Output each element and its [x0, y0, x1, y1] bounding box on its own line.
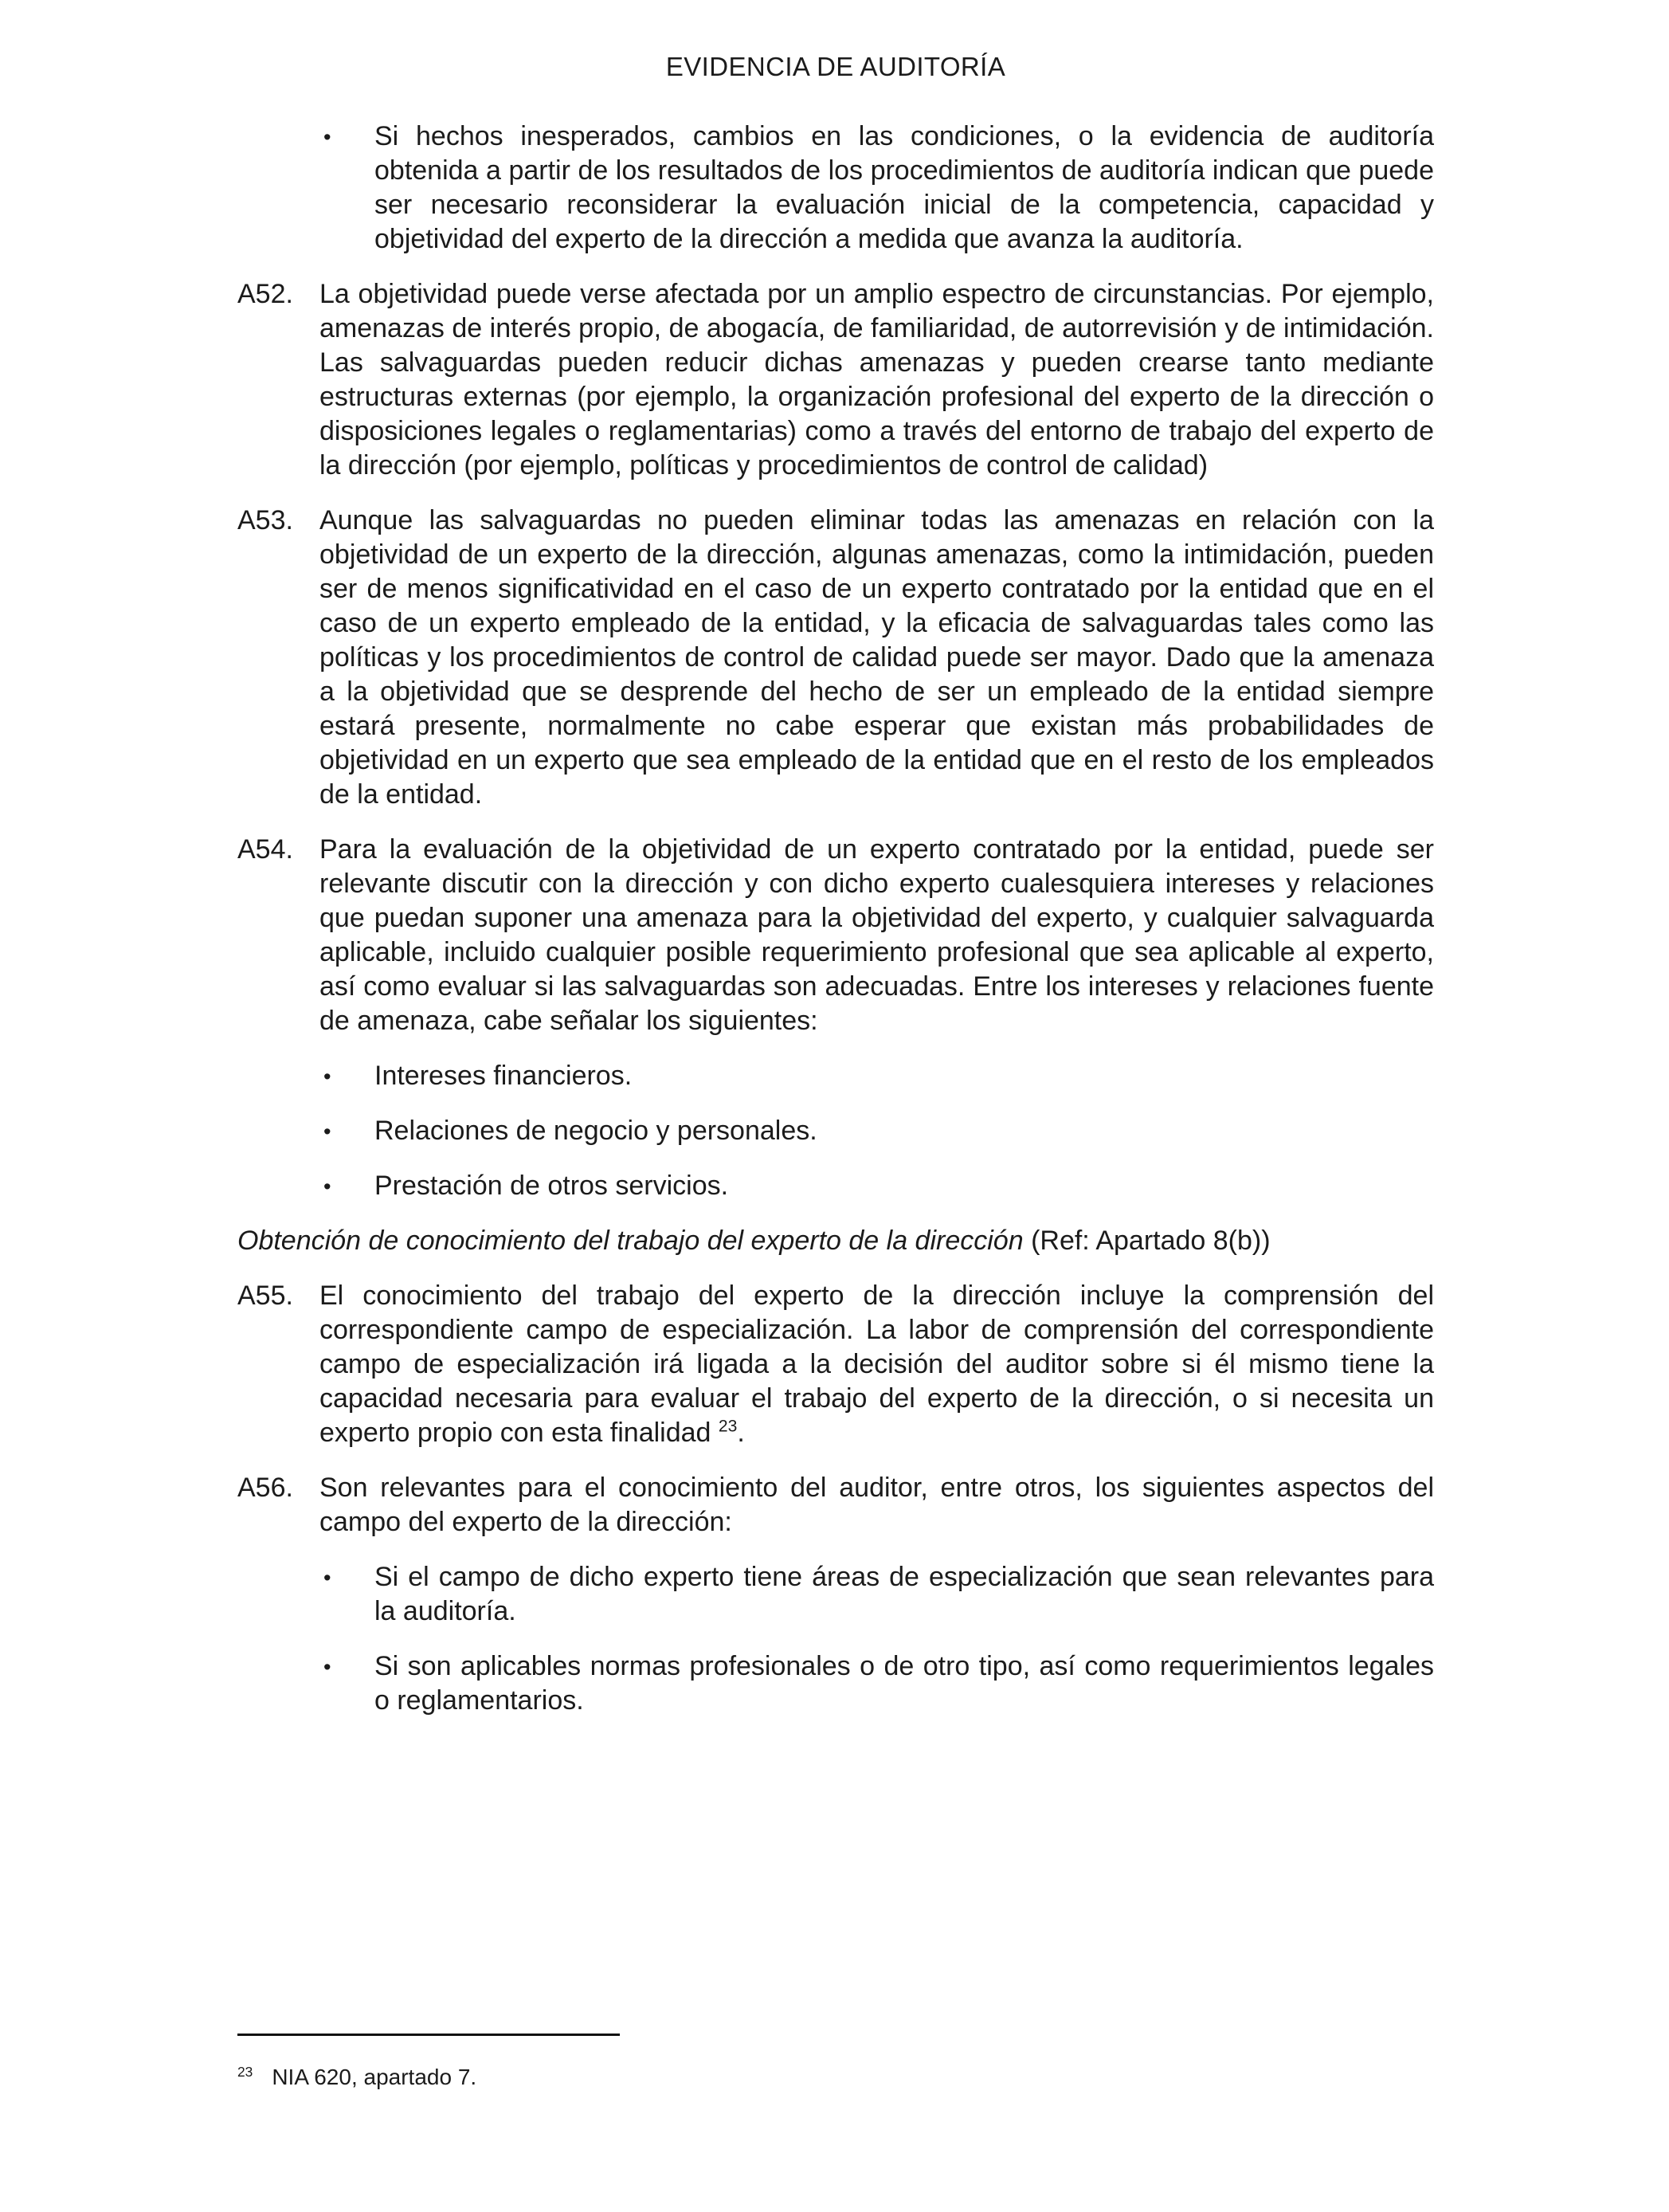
section-heading-title: Obtención de conocimiento del trabajo del experto de la dirección — [237, 1226, 1024, 1256]
bullet-icon: • — [323, 1174, 331, 1198]
paragraph-number: A53. — [237, 505, 293, 535]
paragraph-number: A56. — [237, 1473, 293, 1503]
a56-bullet-2 — [323, 1649, 1434, 1718]
a54-bullet-2 — [323, 1114, 1434, 1148]
paragraph-a52 — [237, 277, 1434, 483]
section-heading-ref: (Ref: Apartado 8(b)) — [1023, 1226, 1271, 1256]
paragraph-text: Para la evaluación de la objetividad de un experto contratado por la entidad, puede ser relevante discutir con la dirección y con dicho experto cualesquiera intereses y relaciones que puedan suponer una amenaza para la objetividad del experto, y cualquier salvaguarda aplicable, incluido cualquier posible requerimiento profesional que sea aplicable al experto, así como evaluar si las salvaguardas son adecuadas. Entre los intereses y relaciones fuente de amenaza, cabe señalar los siguientes: — [319, 834, 1434, 1036]
bullet-text: Relaciones de negocio y personales. — [374, 1116, 817, 1146]
footnote-area — [237, 2034, 1434, 2092]
footnote — [237, 2063, 1434, 2092]
bullet-icon: • — [323, 124, 331, 149]
paragraph-text-segment: . — [737, 1418, 745, 1448]
footnote-separator — [237, 2034, 620, 2036]
bullet-icon: • — [323, 1119, 331, 1143]
a54-bullet-3 — [323, 1169, 1434, 1203]
a56-bullet-1 — [323, 1560, 1434, 1629]
paragraph-a55 — [237, 1279, 1434, 1450]
paragraph-text: Son relevantes para el conocimiento del auditor, entre otros, los siguientes aspectos del campo del experto de la dirección: — [319, 1473, 1434, 1537]
paragraph-a53 — [237, 504, 1434, 812]
paragraph-a54 — [237, 833, 1434, 1038]
document-body — [237, 120, 1434, 1739]
bullet-icon: • — [323, 1565, 331, 1590]
footnote-text: NIA 620, apartado 7. — [272, 2065, 477, 2089]
bullet-icon: • — [323, 1064, 331, 1088]
bullet-text: Si son aplicables normas profesionales o de otro tipo, así como requerimientos legales o reglamentarios. — [374, 1651, 1434, 1716]
a54-bullet-1 — [323, 1059, 1434, 1093]
bullet-icon: • — [323, 1654, 331, 1679]
paragraph-text-segment: El conocimiento del trabajo del experto de la dirección incluye la comprensión del correspondiente campo de especialización. La labor de comprensión del correspondiente campo de especialización irá ligada a la decisión del auditor sobre si él mismo tiene la capacidad necesaria para evaluar el trabajo del experto de la dirección, o si necesita un experto propio con esta finalidad — [319, 1281, 1434, 1448]
bullet-text: Si hechos inesperados, cambios en las condiciones, o la evidencia de auditoría obtenida a partir de los resultados de los procedimientos de auditoría indican que puede ser necesario reconsiderar la evaluación inicial de la competencia, capacidad y objetividad del experto de la dirección a medida que avanza la auditoría. — [374, 121, 1434, 254]
paragraph-number: A52. — [237, 279, 293, 309]
page-header-title: EVIDENCIA DE AUDITORÍA — [665, 52, 1006, 81]
footnote-reference-23: 23 — [718, 1417, 738, 1436]
paragraph-a56 — [237, 1471, 1434, 1539]
footnote-marker: 23 — [237, 2063, 253, 2080]
intro-bullet-item — [323, 120, 1434, 257]
paragraph-text — [319, 1279, 1434, 1450]
bullet-text: Prestación de otros servicios. — [374, 1171, 729, 1201]
section-heading — [237, 1224, 1434, 1258]
paragraph-text: La objetividad puede verse afectada por un amplio espectro de circunstancias. Por ejemplo, amenazas de interés propio, de abogacía, de familiaridad, de autorrevisión y de intimidación. Las salvaguardas pueden reducir dichas amenazas y pueden crearse tanto mediante estructuras externas (por ejemplo, la organización profesional del experto de la dirección o disposiciones legales o reglamentarias) como a través del entorno de trabajo del experto de la dirección (por ejemplo, políticas y procedimientos de control de calidad) — [319, 279, 1434, 480]
paragraph-text: Aunque las salvaguardas no pueden eliminar todas las amenazas en relación con la objetividad de un experto de la dirección, algunas amenazas, como la intimidación, pueden ser de menos significatividad en el caso de un experto contratado por la entidad que en el caso de un experto empleado de la entidad, y la eficacia de salvaguardas tales como las políticas y los procedimientos de control de calidad puede ser mayor. Dado que la amenaza a la objetividad que se desprende del hecho de ser un empleado de la entidad siempre estará presente, normalmente no cabe esperar que existan más probabilidades de objetividad en un experto que sea empleado de la entidad que en el resto de los empleados de la entidad. — [319, 505, 1434, 810]
paragraph-number: A55. — [237, 1281, 293, 1311]
paragraph-number: A54. — [237, 834, 293, 865]
bullet-text: Si el campo de dicho experto tiene áreas de especialización que sean relevantes para la auditoría. — [374, 1562, 1434, 1626]
bullet-text: Intereses financieros. — [374, 1061, 633, 1091]
